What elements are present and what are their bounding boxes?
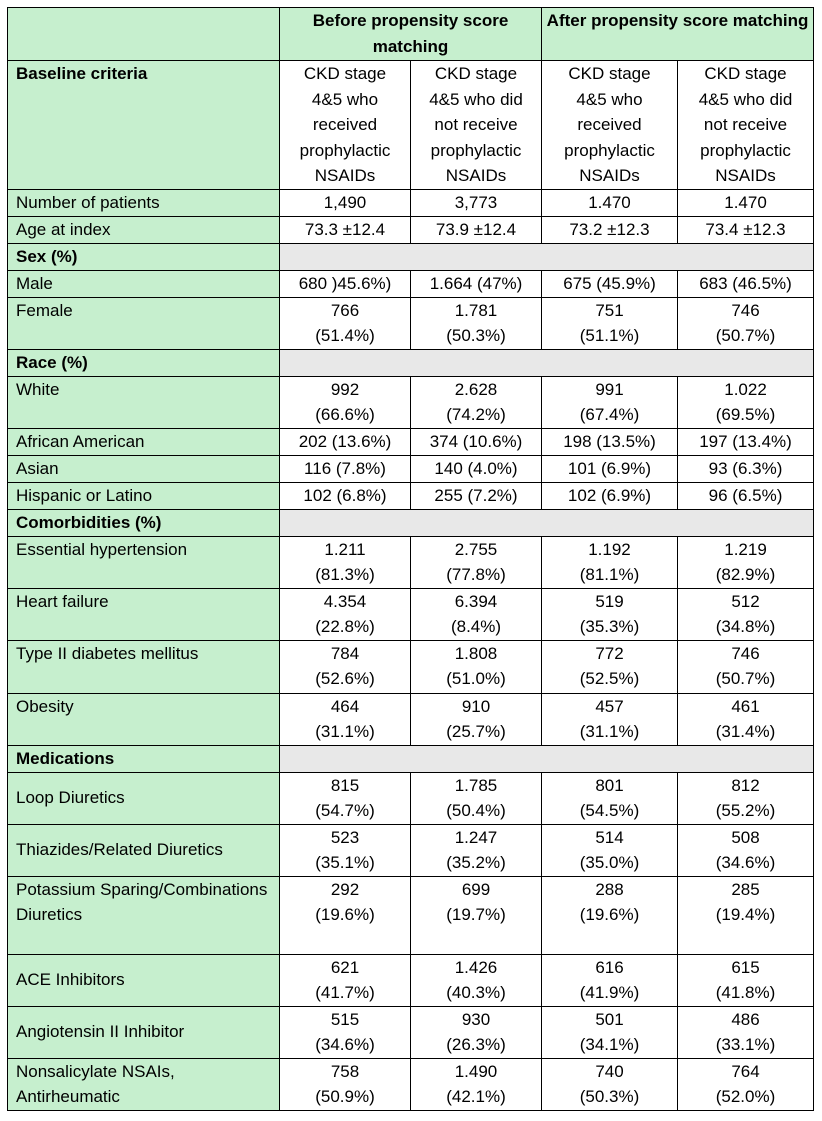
table-row bbox=[8, 588, 814, 640]
table-row bbox=[8, 455, 814, 482]
header-after-matching: After propensity score matching bbox=[542, 8, 814, 61]
table-row bbox=[8, 876, 814, 954]
cell-value: 746 (50.7%) bbox=[678, 297, 814, 349]
row-label-hypertension: Essential hypertension bbox=[8, 536, 280, 588]
cell-value: 1.490 (42.1%) bbox=[411, 1058, 542, 1110]
header-empty-cell bbox=[8, 8, 280, 61]
cell-value: 2.755 (77.8%) bbox=[411, 536, 542, 588]
cell-value: 73.9 ±12.4 bbox=[411, 216, 542, 243]
cell-value: 772 (52.5%) bbox=[542, 640, 678, 693]
header-before-matching: Before propensity score matching bbox=[280, 8, 542, 61]
baseline-characteristics-table bbox=[7, 7, 814, 1111]
header-group-received-after: CKD stage 4&5 who received prophylactic NSAIDs bbox=[542, 61, 678, 190]
row-label-african-american: African American bbox=[8, 428, 280, 455]
cell-value: 740 (50.3%) bbox=[542, 1058, 678, 1110]
section-label-race: Race (%) bbox=[8, 349, 280, 376]
header-group-received-before: CKD stage 4&5 who received prophylactic NSAIDs bbox=[280, 61, 411, 190]
cell-value: 801 (54.5%) bbox=[542, 772, 678, 824]
cell-value: 764 (52.0%) bbox=[678, 1058, 814, 1110]
cell-value: 1.664 (47%) bbox=[411, 270, 542, 297]
cell-value: 991 (67.4%) bbox=[542, 376, 678, 428]
row-label-hispanic: Hispanic or Latino bbox=[8, 482, 280, 509]
cell-value: 683 (46.5%) bbox=[678, 270, 814, 297]
header-group-not-received-after: CKD stage 4&5 who did not receive prophylactic NSAIDs bbox=[678, 61, 814, 190]
section-filler bbox=[280, 745, 814, 772]
cell-value: 288 (19.6%) bbox=[542, 876, 678, 954]
cell-value: 102 (6.8%) bbox=[280, 482, 411, 509]
header-row-matching bbox=[8, 8, 814, 61]
section-label-medications: Medications bbox=[8, 745, 280, 772]
row-label-ace-inhibitors: ACE Inhibitors bbox=[8, 954, 280, 1006]
cell-value: 746 (50.7%) bbox=[678, 640, 814, 693]
cell-value: 784 (52.6%) bbox=[280, 640, 411, 693]
cell-value: 992 (66.6%) bbox=[280, 376, 411, 428]
table-row bbox=[8, 1058, 814, 1110]
row-label-thiazides: Thiazides/Related Diuretics bbox=[8, 824, 280, 876]
cell-value: 508 (34.6%) bbox=[678, 824, 814, 876]
section-filler bbox=[280, 349, 814, 376]
table-row bbox=[8, 772, 814, 824]
table-row bbox=[8, 1006, 814, 1058]
cell-value: 512 (34.8%) bbox=[678, 588, 814, 640]
row-label-female: Female bbox=[8, 297, 280, 349]
row-label-patients: Number of patients bbox=[8, 189, 280, 216]
section-row-medications bbox=[8, 745, 814, 772]
table-row bbox=[8, 482, 814, 509]
table-row bbox=[8, 216, 814, 243]
cell-value: 1.470 bbox=[542, 189, 678, 216]
row-label-age: Age at index bbox=[8, 216, 280, 243]
cell-value: 1.785 (50.4%) bbox=[411, 772, 542, 824]
cell-value: 457 (31.1%) bbox=[542, 693, 678, 745]
table-row bbox=[8, 270, 814, 297]
cell-value: 680 )45.6%) bbox=[280, 270, 411, 297]
cell-value: 2.628 (74.2%) bbox=[411, 376, 542, 428]
cell-value: 101 (6.9%) bbox=[542, 455, 678, 482]
row-label-obesity: Obesity bbox=[8, 693, 280, 745]
cell-value: 699 (19.7%) bbox=[411, 876, 542, 954]
cell-value: 96 (6.5%) bbox=[678, 482, 814, 509]
row-label-diabetes: Type II diabetes mellitus bbox=[8, 640, 280, 693]
header-group-not-received-before: CKD stage 4&5 who did not receive prophylactic NSAIDs bbox=[411, 61, 542, 190]
cell-value: 374 (10.6%) bbox=[411, 428, 542, 455]
table-row bbox=[8, 189, 814, 216]
table-row bbox=[8, 824, 814, 876]
row-label-heart-failure: Heart failure bbox=[8, 588, 280, 640]
cell-value: 116 (7.8%) bbox=[280, 455, 411, 482]
cell-value: 812 (55.2%) bbox=[678, 772, 814, 824]
cell-value: 255 (7.2%) bbox=[411, 482, 542, 509]
cell-value: 6.394 (8.4%) bbox=[411, 588, 542, 640]
row-label-white: White bbox=[8, 376, 280, 428]
cell-value: 464 (31.1%) bbox=[280, 693, 411, 745]
table-row bbox=[8, 428, 814, 455]
row-label-angiotensin: Angiotensin II Inhibitor bbox=[8, 1006, 280, 1058]
section-row-race bbox=[8, 349, 814, 376]
section-row-sex bbox=[8, 243, 814, 270]
cell-value: 1,490 bbox=[280, 189, 411, 216]
cell-value: 758 (50.9%) bbox=[280, 1058, 411, 1110]
cell-value: 519 (35.3%) bbox=[542, 588, 678, 640]
section-label-comorbidities: Comorbidities (%) bbox=[8, 509, 280, 536]
row-label-nonsalicylate: Nonsalicylate NSAIs, Antirheumatic bbox=[8, 1058, 280, 1110]
table-row bbox=[8, 297, 814, 349]
cell-value: 1.022 (69.5%) bbox=[678, 376, 814, 428]
section-row-comorbidities bbox=[8, 509, 814, 536]
header-baseline-criteria: Baseline criteria bbox=[8, 61, 280, 190]
table-row bbox=[8, 376, 814, 428]
cell-value: 930 (26.3%) bbox=[411, 1006, 542, 1058]
cell-value: 751 (51.1%) bbox=[542, 297, 678, 349]
cell-value: 615 (41.8%) bbox=[678, 954, 814, 1006]
cell-value: 197 (13.4%) bbox=[678, 428, 814, 455]
table-row bbox=[8, 954, 814, 1006]
cell-value: 140 (4.0%) bbox=[411, 455, 542, 482]
cell-value: 501 (34.1%) bbox=[542, 1006, 678, 1058]
cell-value: 1.426 (40.3%) bbox=[411, 954, 542, 1006]
cell-value: 292 (19.6%) bbox=[280, 876, 411, 954]
row-label-asian: Asian bbox=[8, 455, 280, 482]
cell-value: 1.470 bbox=[678, 189, 814, 216]
row-label-potassium-sparing: Potassium Sparing/Combinations Diuretics bbox=[8, 876, 280, 954]
cell-value: 4.354 (22.8%) bbox=[280, 588, 411, 640]
cell-value: 515 (34.6%) bbox=[280, 1006, 411, 1058]
cell-value: 1.211 (81.3%) bbox=[280, 536, 411, 588]
cell-value: 1.219 (82.9%) bbox=[678, 536, 814, 588]
table-row bbox=[8, 640, 814, 693]
header-row-groups bbox=[8, 61, 814, 190]
cell-value: 766 (51.4%) bbox=[280, 297, 411, 349]
section-filler bbox=[280, 509, 814, 536]
cell-value: 73.3 ±12.4 bbox=[280, 216, 411, 243]
cell-value: 616 (41.9%) bbox=[542, 954, 678, 1006]
cell-value: 1.781 (50.3%) bbox=[411, 297, 542, 349]
cell-value: 621 (41.7%) bbox=[280, 954, 411, 1006]
cell-value: 815 (54.7%) bbox=[280, 772, 411, 824]
cell-value: 486 (33.1%) bbox=[678, 1006, 814, 1058]
cell-value: 514 (35.0%) bbox=[542, 824, 678, 876]
cell-value: 202 (13.6%) bbox=[280, 428, 411, 455]
cell-value: 1.192 (81.1%) bbox=[542, 536, 678, 588]
cell-value: 73.2 ±12.3 bbox=[542, 216, 678, 243]
cell-value: 1.808 (51.0%) bbox=[411, 640, 542, 693]
cell-value: 910 (25.7%) bbox=[411, 693, 542, 745]
table-row bbox=[8, 693, 814, 745]
cell-value: 198 (13.5%) bbox=[542, 428, 678, 455]
cell-value: 285 (19.4%) bbox=[678, 876, 814, 954]
cell-value: 461 (31.4%) bbox=[678, 693, 814, 745]
cell-value: 523 (35.1%) bbox=[280, 824, 411, 876]
row-label-male: Male bbox=[8, 270, 280, 297]
section-label-sex: Sex (%) bbox=[8, 243, 280, 270]
cell-value: 102 (6.9%) bbox=[542, 482, 678, 509]
cell-value: 93 (6.3%) bbox=[678, 455, 814, 482]
table-row bbox=[8, 536, 814, 588]
cell-value: 3,773 bbox=[411, 189, 542, 216]
cell-value: 73.4 ±12.3 bbox=[678, 216, 814, 243]
cell-value: 1.247 (35.2%) bbox=[411, 824, 542, 876]
cell-value: 675 (45.9%) bbox=[542, 270, 678, 297]
row-label-loop-diuretics: Loop Diuretics bbox=[8, 772, 280, 824]
section-filler bbox=[280, 243, 814, 270]
